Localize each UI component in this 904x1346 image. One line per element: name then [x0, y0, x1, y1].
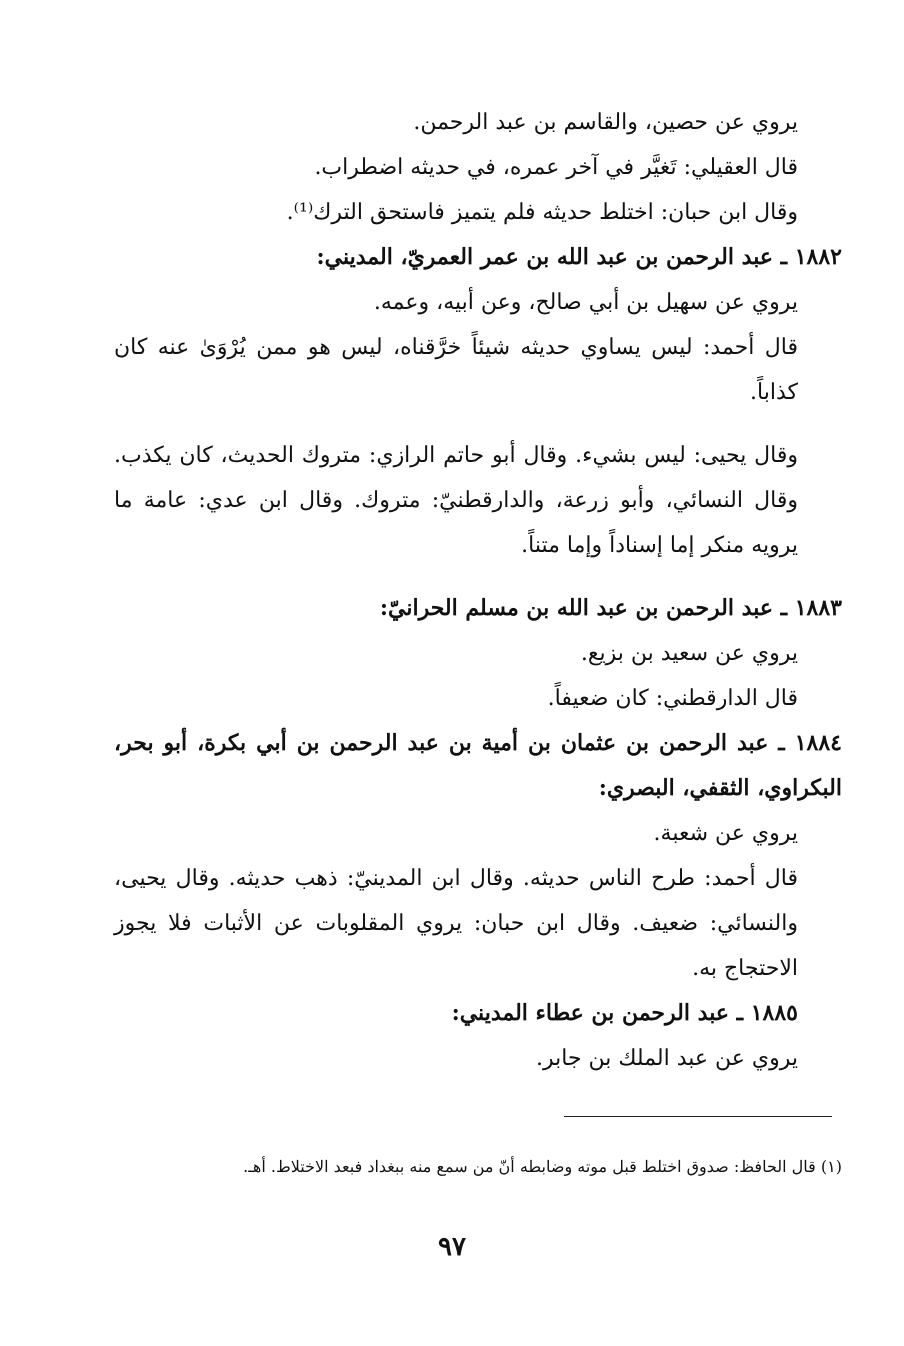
entry-1884-narrates: يروي عن شعبة. [653, 821, 798, 846]
footnote: (١) قال الحافظ: صدوق اختلط قبل موته وضابطه أنّ من سمع منه ببغداد فبعد الاختلاط. أهـ. [243, 1157, 842, 1176]
entry-1885-heading: ١٨٨٥ ـ عبد الرحمن بن عطاء المديني: [451, 1000, 798, 1026]
entry-1881-ibn-hibban: وقال ابن حبان: اختلط حديثه فلم يتميز فاستحق الترك⁽¹⁾. [286, 200, 798, 225]
entry-1883-heading: ١٨٨٣ ـ عبد الرحمن بن عبد الله بن مسلم الحرانيّ: [379, 595, 842, 621]
footnote-divider [564, 1116, 832, 1117]
entry-1883-daraqutni: قال الدارقطني: كان ضعيفاً. [547, 686, 798, 711]
entry-1882-ahmad: قال أحمد: ليس يساوي حديثه شيئاً خرَّقناه، ليس هو ممن يُرْوَىٰ عنه كان كذاباً. [114, 335, 798, 405]
entry-1883-narrates: يروي عن سعيد بن بزيع. [580, 641, 798, 666]
entry-1885-narrates: يروي عن عبد الملك بن جابر. [535, 1046, 798, 1071]
entry-1881-narrates: يروي عن حصين، والقاسم بن عبد الرحمن. [413, 110, 798, 135]
page-body [114, 100, 842, 1081]
page-number: ٩٧ [438, 1232, 466, 1262]
entry-1882-narrates: يروي عن سهيل بن أبي صالح، وعن أبيه، وعمه. [373, 290, 798, 315]
entry-1884-ahmad: قال أحمد: طرح الناس حديثه. وقال ابن المدينيّ: ذهب حديثه. وقال يحيى، والنسائي: ضعيف. وقال ابن حبان: يروي المقلوبات عن الأثبات فلا يجوز الاحتجاج به. [114, 866, 798, 981]
entry-1884-heading: ١٨٨٤ ـ عبد الرحمن بن عثمان بن أمية بن عبد الرحمن بن أبي بكرة، أبو بحر، البكراوي، الثقفي، البصري: [114, 730, 842, 801]
entry-1881-uqayli: قال العقيلي: تَغيَّر في آخر عمره، في حديثه اضطراب. [314, 155, 798, 180]
entry-1882-heading: ١٨٨٢ ـ عبد الرحمن بن عبد الله بن عمر العمريّ، المديني: [316, 244, 842, 270]
entry-1882-yahya: وقال يحيى: ليس بشيء. وقال أبو حاتم الرازي: متروك الحديث، كان يكذب. وقال النسائي، وأبو زرعة، والدارقطنيّ: متروك. وقال ابن عدي: عامة ما يرويه منكر إما إسناداً وإما متناً. [114, 443, 798, 558]
